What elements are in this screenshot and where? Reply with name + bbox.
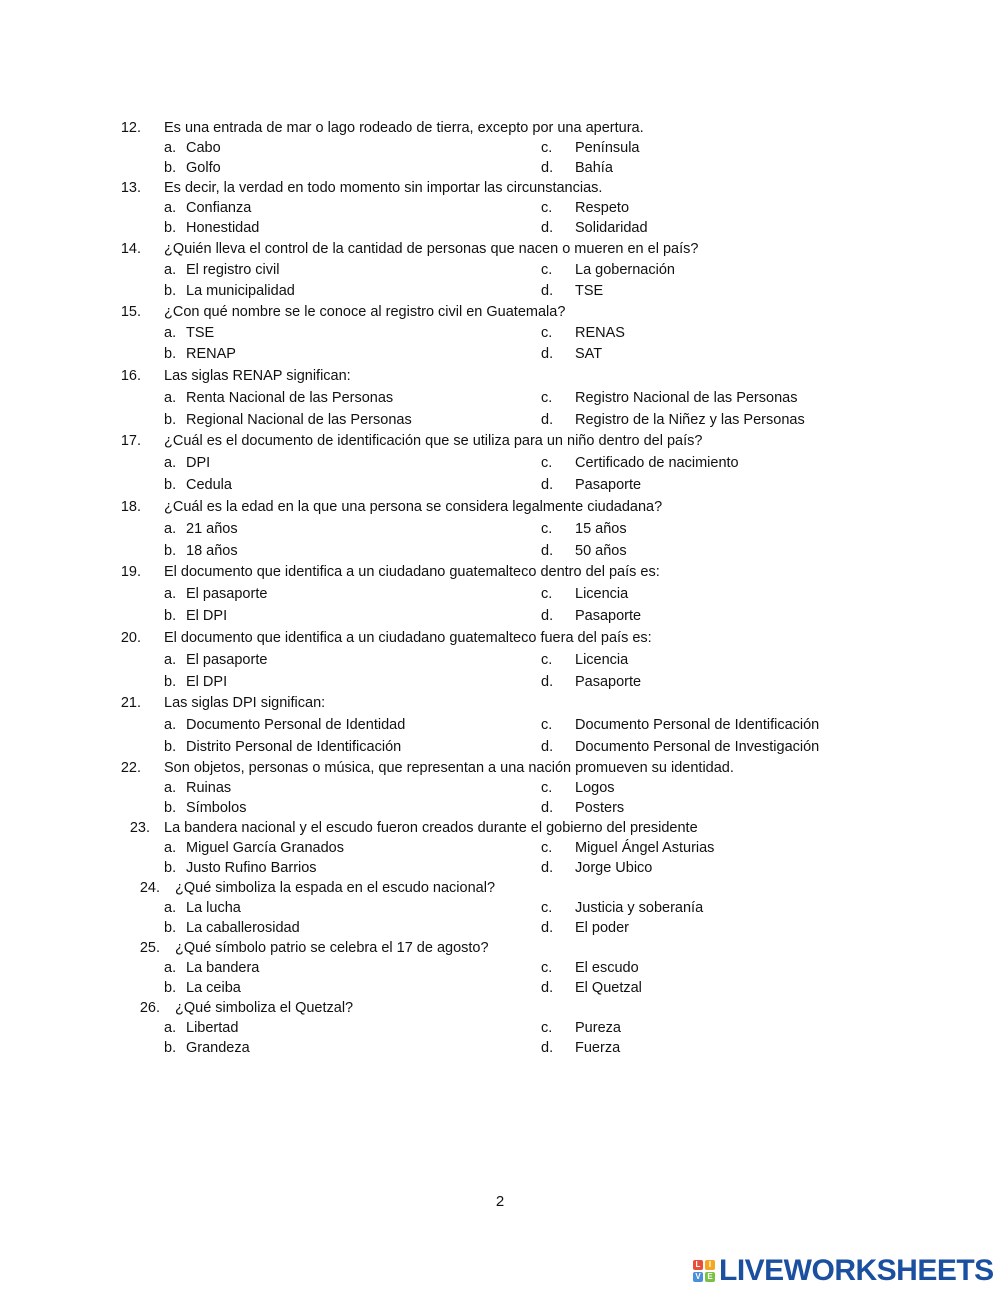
- option-label: La municipalidad: [186, 283, 295, 299]
- option-letter: b.: [164, 674, 177, 690]
- question-stem: [0, 562, 1000, 583]
- option-label: Pasaporte: [575, 608, 642, 624]
- question-stem: [0, 758, 1000, 778]
- answer-option[interactable]: [541, 798, 624, 818]
- option-letter: b.: [164, 283, 177, 299]
- option-label: La lucha: [186, 900, 241, 916]
- question-text: Son objetos, personas o música, que representan a una nación promueven su identidad.: [164, 760, 734, 776]
- answer-option[interactable]: [164, 649, 267, 671]
- option-letter: d.: [541, 674, 554, 690]
- option-label: Solidaridad: [575, 220, 648, 236]
- option-letter: d.: [541, 477, 554, 493]
- question-number: 23.: [129, 820, 150, 836]
- option-letter: a.: [164, 200, 177, 216]
- option-label: Licencia: [575, 586, 629, 602]
- option-label: La bandera: [186, 960, 260, 976]
- option-label: Península: [575, 140, 640, 156]
- question-text: Es decir, la verdad en todo momento sin importar las circunstancias.: [164, 180, 603, 196]
- answer-option[interactable]: [541, 198, 629, 218]
- question-12: [0, 118, 1000, 178]
- logo-letter-i: I: [705, 1260, 715, 1270]
- option-label: RENAS: [575, 325, 625, 341]
- answer-option[interactable]: [541, 138, 640, 158]
- option-row: [0, 387, 1000, 409]
- option-row: [0, 1018, 1000, 1038]
- answer-option[interactable]: [541, 1018, 621, 1038]
- answer-option[interactable]: [541, 778, 615, 798]
- option-row: [0, 898, 1000, 918]
- answer-option[interactable]: [164, 540, 238, 562]
- option-label: Logos: [575, 780, 615, 796]
- answer-option[interactable]: [164, 281, 295, 302]
- liveworksheets-logo-icon: [693, 1260, 715, 1282]
- option-letter: b.: [164, 608, 177, 624]
- option-letter: a.: [164, 717, 177, 733]
- answer-option[interactable]: [164, 1018, 238, 1038]
- option-row: [0, 344, 1000, 365]
- option-label: Pasaporte: [575, 477, 642, 493]
- option-label: El poder: [575, 920, 630, 936]
- option-label: La caballerosidad: [186, 920, 300, 936]
- option-letter: b.: [164, 860, 177, 876]
- option-row: [0, 518, 1000, 540]
- question-number: 26.: [139, 1000, 160, 1016]
- question-text: Las siglas RENAP significan:: [164, 368, 351, 384]
- question-number: 17.: [120, 433, 141, 449]
- option-letter: b.: [164, 220, 177, 236]
- option-label: Justicia y soberanía: [575, 900, 704, 916]
- option-label: Símbolos: [186, 800, 247, 816]
- question-number: 18.: [120, 499, 141, 515]
- answer-option[interactable]: [164, 474, 232, 496]
- option-label: La ceiba: [186, 980, 241, 996]
- answer-option[interactable]: [164, 409, 412, 431]
- option-label: El registro civil: [186, 262, 280, 278]
- question-18: [0, 496, 1000, 562]
- answer-option[interactable]: [164, 138, 221, 158]
- option-letter: b.: [164, 160, 177, 176]
- option-label: Renta Nacional de las Personas: [186, 390, 394, 406]
- question-stem: [0, 627, 1000, 649]
- option-row: [0, 1038, 1000, 1058]
- option-label: Cedula: [186, 477, 232, 493]
- question-stem: [0, 693, 1000, 714]
- option-letter: c.: [541, 140, 553, 156]
- option-label: 15 años: [575, 521, 627, 537]
- answer-option[interactable]: [541, 958, 639, 978]
- answer-option[interactable]: [541, 474, 641, 496]
- question-19: [0, 562, 1000, 627]
- question-stem: [0, 238, 1000, 260]
- option-letter: c.: [541, 1020, 553, 1036]
- option-letter: d.: [541, 346, 554, 362]
- question-text: Es una entrada de mar o lago rodeado de tierra, excepto por una apertura.: [164, 120, 644, 136]
- option-letter: d.: [541, 800, 554, 816]
- option-label: Documento Personal de Identificación: [575, 717, 820, 733]
- option-label: Regional Nacional de las Personas: [186, 412, 412, 428]
- answer-option[interactable]: [541, 605, 641, 627]
- answer-option[interactable]: [164, 978, 241, 998]
- question-23: [0, 818, 1000, 878]
- question-15: [0, 302, 1000, 365]
- option-letter: c.: [541, 900, 553, 916]
- answer-option[interactable]: [164, 387, 393, 409]
- option-label: RENAP: [186, 346, 236, 362]
- answer-option[interactable]: [164, 714, 405, 736]
- question-text: El documento que identifica a un ciudadano guatemalteco fuera del país es:: [164, 630, 652, 646]
- option-letter: d.: [541, 860, 554, 876]
- option-letter: b.: [164, 739, 177, 755]
- option-letter: a.: [164, 652, 177, 668]
- question-text: ¿Cuál es el documento de identificación que se utiliza para un niño dentro del país?: [164, 433, 703, 449]
- option-label: Honestidad: [186, 220, 260, 236]
- option-label: El Quetzal: [575, 980, 642, 996]
- option-letter: a.: [164, 262, 177, 278]
- option-row: [0, 474, 1000, 496]
- answer-option[interactable]: [164, 1038, 250, 1058]
- question-stem: [0, 178, 1000, 198]
- option-row: [0, 281, 1000, 302]
- answer-option[interactable]: [164, 798, 246, 818]
- answer-option[interactable]: [541, 838, 714, 858]
- option-letter: a.: [164, 780, 177, 796]
- option-row: [0, 218, 1000, 238]
- answer-option[interactable]: [541, 918, 629, 938]
- option-letter: a.: [164, 390, 177, 406]
- option-row: [0, 736, 1000, 758]
- answer-option[interactable]: [164, 260, 279, 281]
- option-label: Posters: [575, 800, 625, 816]
- option-letter: c.: [541, 780, 553, 796]
- option-label: El pasaporte: [186, 652, 268, 668]
- question-14: [0, 238, 1000, 302]
- option-letter: b.: [164, 800, 177, 816]
- option-letter: d.: [541, 220, 554, 236]
- answer-option[interactable]: [164, 898, 241, 918]
- option-label: Documento Personal de Investigación: [575, 739, 820, 755]
- question-stem: [0, 302, 1000, 323]
- option-row: [0, 198, 1000, 218]
- answer-option[interactable]: [164, 736, 401, 758]
- option-letter: c.: [541, 325, 553, 341]
- option-letter: d.: [541, 412, 554, 428]
- answer-option[interactable]: [541, 387, 797, 409]
- answer-option[interactable]: [541, 1038, 620, 1058]
- answer-option[interactable]: [541, 898, 703, 918]
- question-number: 19.: [120, 564, 141, 580]
- option-label: El escudo: [575, 960, 639, 976]
- answer-option[interactable]: [541, 671, 641, 693]
- option-letter: a.: [164, 521, 177, 537]
- answer-option[interactable]: [164, 323, 214, 344]
- option-letter: d.: [541, 543, 554, 559]
- question-number: 20.: [120, 630, 141, 646]
- option-letter: a.: [164, 900, 177, 916]
- answer-option[interactable]: [164, 452, 210, 474]
- question-17: [0, 431, 1000, 496]
- question-13: [0, 178, 1000, 238]
- question-stem: [0, 878, 1000, 898]
- logo-letter-e: E: [705, 1272, 715, 1282]
- question-text: ¿Cuál es la edad en la que una persona se considera legalmente ciudadana?: [164, 499, 663, 515]
- answer-option[interactable]: [541, 344, 602, 365]
- answer-option[interactable]: [541, 540, 627, 562]
- option-label: Licencia: [575, 652, 629, 668]
- answer-option[interactable]: [164, 158, 221, 178]
- question-text: ¿Qué simboliza el Quetzal?: [175, 1000, 354, 1016]
- option-label: DPI: [186, 455, 211, 471]
- option-letter: d.: [541, 608, 554, 624]
- answer-option[interactable]: [541, 583, 628, 605]
- option-label: Registro Nacional de las Personas: [575, 390, 798, 406]
- answer-option[interactable]: [541, 518, 627, 540]
- option-label: TSE: [186, 325, 215, 341]
- question-list: [0, 118, 1000, 1058]
- answer-option[interactable]: [541, 736, 819, 758]
- question-stem: [0, 365, 1000, 387]
- option-row: [0, 323, 1000, 344]
- answer-option[interactable]: [541, 858, 652, 878]
- question-number: 25.: [139, 940, 160, 956]
- option-label: Miguel Ángel Asturias: [575, 840, 715, 856]
- option-label: Pasaporte: [575, 674, 642, 690]
- option-row: [0, 409, 1000, 431]
- option-label: Pureza: [575, 1020, 621, 1036]
- option-row: [0, 918, 1000, 938]
- option-letter: b.: [164, 920, 177, 936]
- answer-option[interactable]: [541, 158, 613, 178]
- answer-option[interactable]: [164, 344, 236, 365]
- answer-option[interactable]: [541, 714, 819, 736]
- answer-option[interactable]: [541, 409, 805, 431]
- option-label: Cabo: [186, 140, 221, 156]
- question-22: [0, 758, 1000, 818]
- answer-option[interactable]: [164, 778, 231, 798]
- option-letter: a.: [164, 840, 177, 856]
- question-number: 13.: [120, 180, 141, 196]
- brand-name: LIVEWORKSHEETS: [719, 1254, 994, 1287]
- option-label: Ruinas: [186, 780, 232, 796]
- option-letter: c.: [541, 586, 553, 602]
- answer-option[interactable]: [164, 198, 251, 218]
- option-label: Bahía: [575, 160, 613, 176]
- answer-option[interactable]: [541, 978, 642, 998]
- option-row: [0, 452, 1000, 474]
- liveworksheets-brand[interactable]: [693, 1254, 994, 1288]
- question-text: El documento que identifica a un ciudadano guatemalteco dentro del país es:: [164, 564, 660, 580]
- option-row: [0, 978, 1000, 998]
- option-label: Jorge Ubico: [575, 860, 653, 876]
- option-label: 18 años: [186, 543, 238, 559]
- option-letter: b.: [164, 1040, 177, 1056]
- option-label: Justo Rufino Barrios: [186, 860, 317, 876]
- question-stem: [0, 938, 1000, 958]
- option-letter: b.: [164, 980, 177, 996]
- option-letter: a.: [164, 586, 177, 602]
- option-label: Distrito Personal de Identificación: [186, 739, 402, 755]
- answer-option[interactable]: [541, 260, 675, 281]
- option-row: [0, 540, 1000, 562]
- option-letter: c.: [541, 390, 553, 406]
- option-label: Confianza: [186, 200, 252, 216]
- answer-option[interactable]: [541, 281, 603, 302]
- page-number: 2: [495, 1193, 505, 1210]
- question-number: 22.: [120, 760, 141, 776]
- question-text: ¿Quién lleva el control de la cantidad de personas que nacen o mueren en el país?: [164, 241, 699, 257]
- option-label: Documento Personal de Identidad: [186, 717, 406, 733]
- option-label: TSE: [575, 283, 604, 299]
- option-row: [0, 260, 1000, 281]
- option-letter: d.: [541, 160, 554, 176]
- logo-letter-l: L: [693, 1260, 703, 1270]
- option-label: Fuerza: [575, 1040, 621, 1056]
- option-letter: b.: [164, 412, 177, 428]
- option-letter: a.: [164, 1020, 177, 1036]
- option-label: La gobernación: [575, 262, 675, 278]
- option-letter: c.: [541, 455, 553, 471]
- question-24: [0, 878, 1000, 938]
- option-letter: a.: [164, 960, 177, 976]
- option-label: Miguel García Granados: [186, 840, 344, 856]
- option-label: Registro de la Niñez y las Personas: [575, 412, 805, 428]
- question-text: ¿Qué simboliza la espada en el escudo nacional?: [175, 880, 496, 896]
- question-number: 14.: [120, 241, 141, 257]
- question-stem: [0, 496, 1000, 518]
- option-letter: c.: [541, 960, 553, 976]
- answer-option[interactable]: [541, 323, 625, 344]
- question-text: Las siglas DPI significan:: [164, 695, 326, 711]
- question-text: ¿Con qué nombre se le conoce al registro civil en Guatemala?: [164, 304, 566, 320]
- option-row: [0, 714, 1000, 736]
- option-row: [0, 649, 1000, 671]
- option-label: El DPI: [186, 608, 228, 624]
- option-row: [0, 671, 1000, 693]
- option-letter: d.: [541, 739, 554, 755]
- question-text: La bandera nacional y el escudo fueron creados durante el gobierno del presidente: [164, 820, 698, 836]
- question-text: ¿Qué símbolo patrio se celebra el 17 de agosto?: [175, 940, 489, 956]
- question-number: 12.: [120, 120, 141, 136]
- option-letter: c.: [541, 652, 553, 668]
- option-letter: d.: [541, 283, 554, 299]
- answer-option[interactable]: [164, 583, 267, 605]
- option-label: SAT: [575, 346, 603, 362]
- option-row: [0, 838, 1000, 858]
- question-20: [0, 627, 1000, 693]
- answer-option[interactable]: [164, 958, 259, 978]
- question-26: [0, 998, 1000, 1058]
- option-letter: d.: [541, 920, 554, 936]
- option-label: 50 años: [575, 543, 627, 559]
- option-label: Respeto: [575, 200, 630, 216]
- option-letter: d.: [541, 980, 554, 996]
- option-row: [0, 158, 1000, 178]
- answer-option[interactable]: [164, 218, 259, 238]
- option-label: Libertad: [186, 1020, 239, 1036]
- answer-option[interactable]: [541, 218, 648, 238]
- option-label: Certificado de nacimiento: [575, 455, 739, 471]
- question-stem: [0, 118, 1000, 138]
- logo-letter-v: V: [693, 1272, 703, 1282]
- question-21: [0, 693, 1000, 758]
- answer-option[interactable]: [541, 649, 628, 671]
- option-row: [0, 605, 1000, 627]
- question-number: 16.: [120, 368, 141, 384]
- option-letter: d.: [541, 1040, 554, 1056]
- option-letter: b.: [164, 477, 177, 493]
- option-label: 21 años: [186, 521, 238, 537]
- option-label: Golfo: [186, 160, 221, 176]
- option-letter: c.: [541, 200, 553, 216]
- answer-option[interactable]: [164, 671, 227, 693]
- question-16: [0, 365, 1000, 431]
- option-letter: a.: [164, 325, 177, 341]
- option-row: [0, 798, 1000, 818]
- answer-option[interactable]: [164, 605, 227, 627]
- option-label: Grandeza: [186, 1040, 250, 1056]
- option-letter: c.: [541, 262, 553, 278]
- question-stem: [0, 431, 1000, 452]
- option-letter: c.: [541, 717, 553, 733]
- option-letter: b.: [164, 346, 177, 362]
- question-number: 24.: [139, 880, 160, 896]
- question-number: 21.: [120, 695, 141, 711]
- option-label: El pasaporte: [186, 586, 268, 602]
- answer-option[interactable]: [164, 838, 344, 858]
- question-number: 15.: [120, 304, 141, 320]
- option-letter: a.: [164, 140, 177, 156]
- question-stem: [0, 998, 1000, 1018]
- option-row: [0, 778, 1000, 798]
- answer-option[interactable]: [541, 452, 739, 474]
- option-letter: c.: [541, 840, 553, 856]
- option-row: [0, 858, 1000, 878]
- option-label: El DPI: [186, 674, 228, 690]
- answer-option[interactable]: [164, 858, 317, 878]
- option-row: [0, 583, 1000, 605]
- option-row: [0, 958, 1000, 978]
- answer-option[interactable]: [164, 518, 238, 540]
- option-row: [0, 138, 1000, 158]
- option-letter: b.: [164, 543, 177, 559]
- question-stem: [0, 818, 1000, 838]
- answer-option[interactable]: [164, 918, 300, 938]
- question-25: [0, 938, 1000, 998]
- option-letter: a.: [164, 455, 177, 471]
- option-letter: c.: [541, 521, 553, 537]
